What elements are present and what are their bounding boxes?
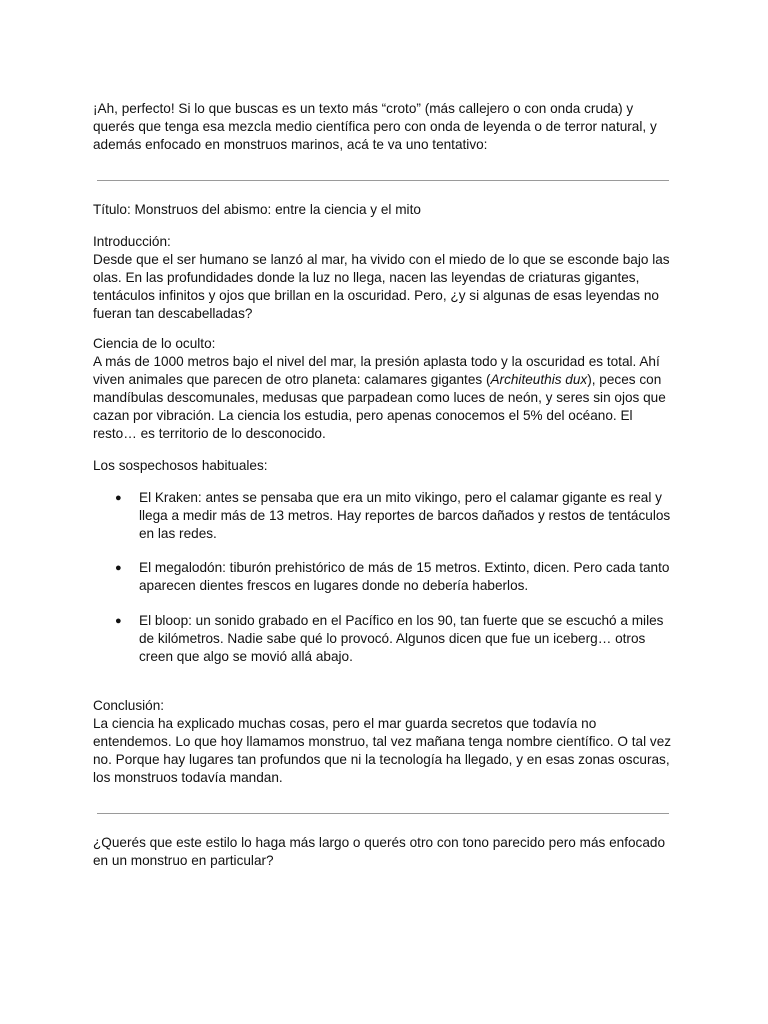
section-ciencia: [93, 335, 678, 443]
species-name-italic: Architeuthis dux: [490, 372, 588, 387]
list-item: [93, 559, 678, 595]
bullet-icon: ●: [115, 615, 122, 627]
ciencia-text-after: ), peces con mandíbulas descomunales, medusas que parpadean como luces de neón, y seres sin ojos que cazan por vibración. La ciencia los estudia, pero apenas conocemos el 5% del océano. El resto… es territorio de lo desconocido.: [93, 372, 666, 441]
section-heading-ciencia: Ciencia de lo oculto:: [93, 336, 216, 351]
section-text-conclusion: La ciencia ha explicado muchas cosas, pero el mar guarda secretos que todavía no entendemos. Lo que hoy llamamos monstruo, tal vez mañana tenga nombre científico. O tal vez no. Porque hay lugares tan profundos que ni la tecnología ha llegado, y en esas zonas oscuras, los monstruos todavía mandan.: [93, 716, 672, 785]
bullet-icon: ●: [115, 492, 122, 504]
horizontal-rule-bottom: [97, 813, 669, 814]
section-text-introduccion: Desde que el ser humano se lanzó al mar, ha vivido con el miedo de lo que se esconde bajo las olas. En las profundidades donde la luz no llega, nacen las leyendas de criaturas gigantes, tentáculos infinitos y ojos que brillan en la oscuridad. Pero, ¿y si algunas de esas leyendas no fueran tan descabelladas?: [93, 252, 670, 321]
section-conclusion: [93, 697, 678, 787]
section-heading-introduccion: Introducción:: [93, 234, 171, 249]
bullet-icon: ●: [115, 562, 122, 574]
suspects-list: [93, 489, 678, 543]
section-heading-conclusion: Conclusión:: [93, 698, 165, 713]
section-heading-sospechosos: Los sospechosos habituales:: [93, 458, 268, 473]
horizontal-rule-top: [97, 180, 669, 181]
section-text-ciencia: [93, 353, 678, 443]
section-introduccion: [93, 233, 678, 323]
list-item-text: El megalodón: tiburón prehistórico de más de 15 metros. Extinto, dicen. Pero cada tanto aparecen dientes frescos en lugares donde no debería haberlos.: [139, 560, 670, 593]
list-item-text: El bloop: un sonido grabado en el Pacífico en los 90, tan fuerte que se escuchó a miles de kilómetros. Nadie sabe qué lo provocó. Algunos dicen que fue un iceberg… otros creen que algo se movió allá abajo.: [139, 613, 664, 664]
document-title: Título: Monstruos del abismo: entre la ciencia y el mito: [93, 202, 421, 217]
ciencia-text-before: A más de 1000 metros bajo el nivel del mar, la presión aplasta todo y la oscuridad es total. Ahí viven animales que parecen de otro planeta: calamares gigantes (: [93, 354, 660, 387]
suspects-list-3: [93, 612, 678, 666]
list-item-text: El Kraken: antes se pensaba que era un mito vikingo, pero el calamar gigante es real y llega a medir más de 13 metros. Hay reportes de barcos dañados y restos de tentáculos en las redes.: [139, 490, 671, 541]
closing-question: ¿Querés que este estilo lo haga más largo o querés otro con tono parecido pero más enfocado en un monstruo en particular?: [93, 835, 666, 868]
intro-paragraph: ¡Ah, perfecto! Si lo que buscas es un texto más “croto” (más callejero o con onda cruda) y querés que tenga esa mezcla medio científica pero con onda de leyenda o de terror natural, y además enfocado en monstruos marinos, acá te va uno tentativo:: [93, 101, 657, 152]
list-item: [93, 489, 678, 543]
list-item: [93, 612, 678, 666]
suspects-list-2: [93, 559, 678, 595]
